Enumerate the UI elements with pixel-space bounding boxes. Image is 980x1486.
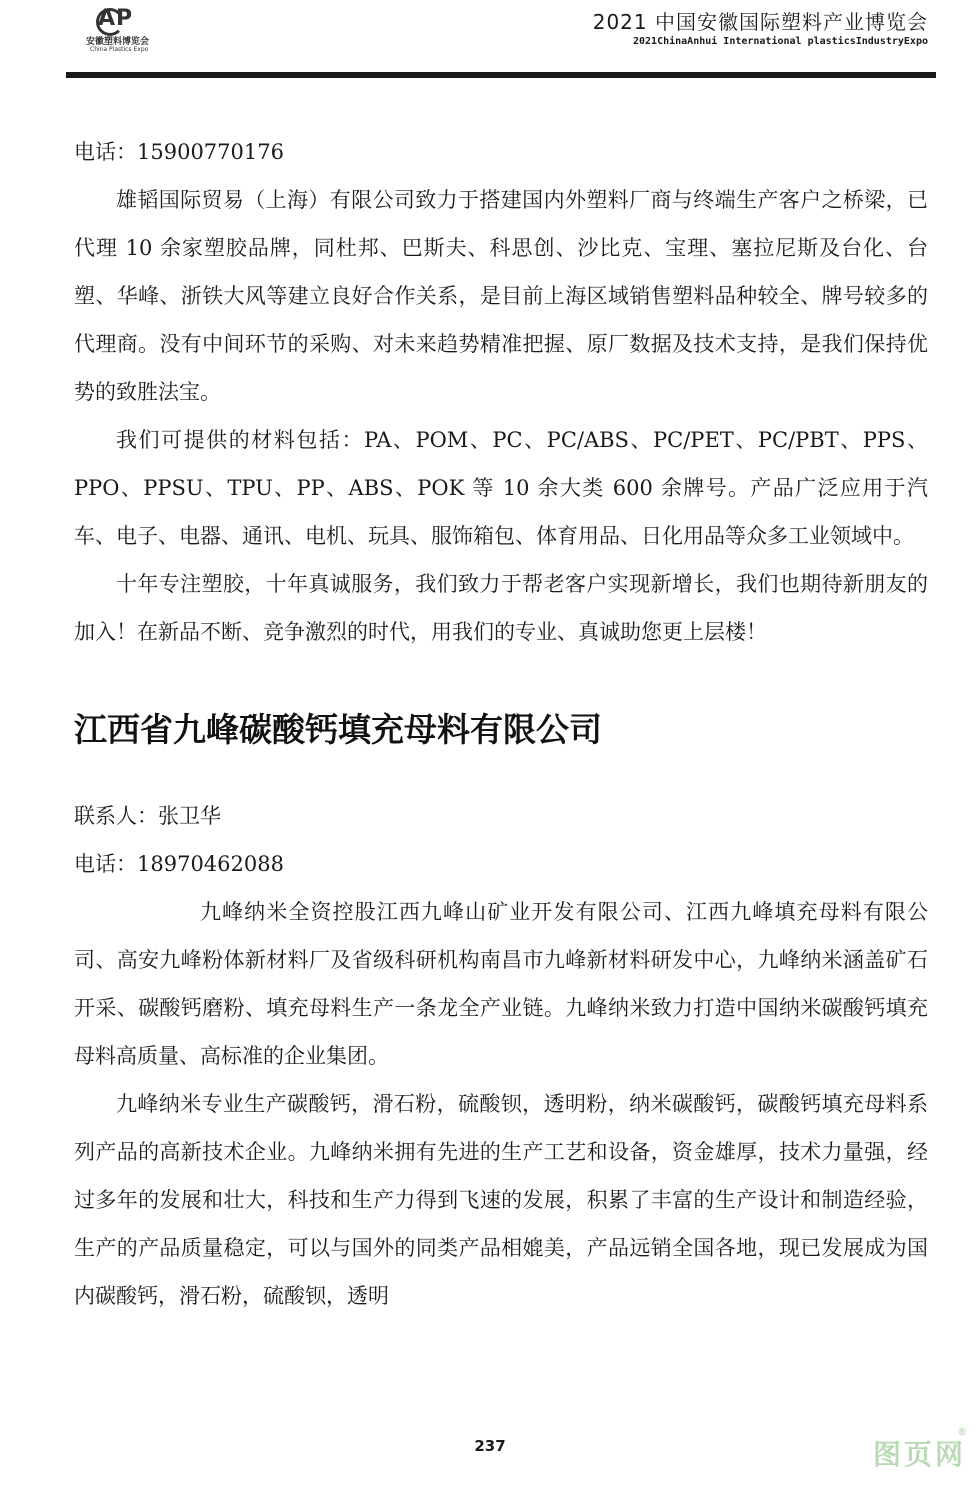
logo-mark: AP bbox=[98, 6, 134, 31]
header-title: 2021 中国安徽国际塑料产业博览会 bbox=[592, 10, 928, 34]
site-watermark bbox=[872, 1427, 970, 1473]
page-content bbox=[74, 128, 928, 1320]
watermark-text: 图页网 bbox=[872, 1438, 966, 1471]
registered-mark: ® bbox=[957, 1427, 970, 1438]
paragraph: 我们可提供的材料包括：PA、POM、PC、PC/ABS、PC/PET、PC/PBT、PPS、PPO、PPSU、TPU、PP、ABS、POK 等 10 余大类 600 余牌号。产品广泛应用于汽车、电子、电器、通讯、电机、玩具、服饰箱包、体育用品、日化用品等众多工业领域中。 bbox=[74, 428, 928, 548]
paragraph: 雄韬国际贸易（上海）有限公司致力于搭建国内外塑料厂商与终端生产客户之桥梁，已代理 10 余家塑胶品牌，同杜邦、巴斯夫、科思创、沙比克、宝理、塞拉尼斯及台化、台塑、华峰、浙铁大风等建立良好合作关系，是目前上海区域销售塑料品种较全、牌号较多的代理商。没有中间环节的采购、对未来趋势精准把握、原厂数据及技术支持，是我们保持优势的致胜法宝。 bbox=[74, 188, 928, 404]
contact-line: 联系人：张卫华 bbox=[74, 804, 221, 828]
paragraph: 九峰纳米全资控股江西九峰山矿业开发有限公司、江西九峰填充母料有限公司、高安九峰粉体新材料厂及省级科研机构南昌市九峰新材料研发中心，九峰纳米涵盖矿石开采、碳酸钙磨粉、填充母料生产一条龙全产业链。九峰纳米致力打造中国纳米碳酸钙填充母料高质量、高标准的企业集团。 bbox=[74, 900, 928, 1068]
phone-line: 电话：18970462088 bbox=[74, 852, 284, 876]
page-header bbox=[0, 0, 980, 80]
header-divider bbox=[66, 72, 936, 78]
phone-line: 电话：15900770176 bbox=[74, 140, 284, 164]
logo-chinese-name: 安徽塑料博览会 bbox=[86, 37, 150, 47]
paragraph: 十年专注塑胶，十年真诚服务，我们致力于帮老客户实现新增长，我们也期待新朋友的加入！在新品不断、竞争激烈的时代，用我们的专业、真诚助您更上层楼！ bbox=[74, 572, 928, 644]
paragraph: 九峰纳米专业生产碳酸钙，滑石粉，硫酸钡，透明粉，纳米碳酸钙，碳酸钙填充母料系列产品的高新技术企业。九峰纳米拥有先进的生产工艺和设备，资金雄厚，技术力量强，经过多年的发展和壮大，科技和生产力得到飞速的发展，积累了丰富的生产设计和制造经验，生产的产品质量稳定，可以与国外的同类产品相媲美，产品远销全国各地，现已发展成为国内碳酸钙，滑石粉，硫酸钡，透明 bbox=[74, 1092, 928, 1308]
company-heading: 江西省九峰碳酸钙填充母料有限公司 bbox=[74, 710, 602, 749]
expo-logo bbox=[86, 6, 166, 52]
logo-english-name: China Plastics Expo bbox=[90, 46, 149, 53]
page-number: 237 bbox=[474, 1437, 506, 1455]
header-subtitle: 2021ChinaAnhui International plasticsIndustryExpo bbox=[632, 36, 928, 47]
